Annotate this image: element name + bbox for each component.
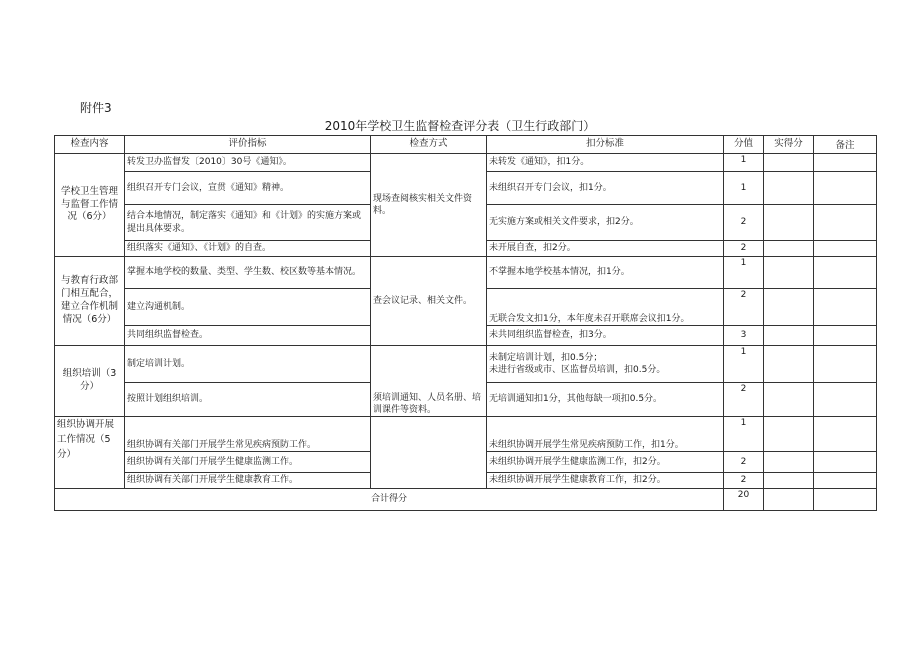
- table-row: [55, 417, 877, 452]
- header-actual: 实得分: [764, 136, 814, 154]
- deduction-cell: [487, 346, 724, 383]
- note-cell[interactable]: [814, 326, 877, 346]
- method-cell: [371, 417, 487, 489]
- method-cell: 现场查阅核实相关文件资料。: [371, 154, 487, 257]
- criteria-cell: 建立沟通机制。: [125, 289, 371, 326]
- document-title: 2010年学校卫生监督检查评分表（卫生行政部门）: [324, 119, 596, 133]
- header-method: 检查方式: [371, 136, 487, 154]
- score-table: [54, 135, 877, 511]
- actual-score-cell[interactable]: [764, 473, 814, 489]
- criteria-cell: 制定培训计划。: [125, 346, 371, 383]
- score-cell: 1: [724, 154, 764, 172]
- score-cell: 2: [724, 205, 764, 241]
- actual-score-cell[interactable]: [764, 326, 814, 346]
- score-cell: 1: [724, 172, 764, 205]
- category-cell: 组织协调开展工作情况（5分）: [55, 417, 125, 489]
- header-score: 分值: [724, 136, 764, 154]
- deduction-line: 未进行省级或市、区监督员培训，扣0.5分。: [489, 365, 666, 375]
- category-cell: 组织培训（3分）: [55, 346, 125, 417]
- score-cell: 2: [724, 473, 764, 489]
- deduction-cell: 未开展自查，扣2分。: [487, 241, 724, 257]
- criteria-cell: 组织协调有关部门开展学生健康监测工作。: [125, 452, 371, 473]
- deduction-cell: 未组织协调开展学生健康教育工作，扣2分。: [487, 473, 724, 489]
- method-cell: 须培训通知、人员名册、培训课件等资料。: [371, 346, 487, 417]
- actual-score-cell[interactable]: [764, 172, 814, 205]
- table-row: [55, 257, 877, 289]
- actual-score-cell[interactable]: [764, 241, 814, 257]
- deduction-cell: 未共同组织监督检查，扣3分。: [487, 326, 724, 346]
- header-criteria: 评价指标: [125, 136, 371, 154]
- criteria-cell: 按照计划组织培训。: [125, 383, 371, 417]
- category-cell: 与教育行政部门相互配合，建立合作机制情况（6分）: [55, 257, 125, 346]
- note-cell[interactable]: [814, 346, 877, 383]
- actual-score-cell[interactable]: [764, 346, 814, 383]
- deduction-cell: 无联合发文扣1分，本年度未召开联席会议扣1分。: [487, 289, 724, 326]
- deduction-cell: 未组织协调开展学生常见疾病预防工作，扣1分。: [487, 417, 724, 452]
- criteria-cell: 掌握本地学校的数量、类型、学生数、校区数等基本情况。: [125, 257, 371, 289]
- total-label: 合计得分: [55, 489, 724, 511]
- note-cell[interactable]: [814, 473, 877, 489]
- criteria-cell: 转发卫办监督发〔2010〕30号《通知》。: [125, 154, 371, 172]
- deduction-cell: 无培训通知扣1分，其他每缺一项扣0.5分。: [487, 383, 724, 417]
- deduction-cell: 无实施方案或相关文件要求，扣2分。: [487, 205, 724, 241]
- header-content: 检查内容: [55, 136, 125, 154]
- criteria-cell: 组织召开专门会议，宣贯《通知》精神。: [125, 172, 371, 205]
- note-cell[interactable]: [814, 154, 877, 172]
- actual-score-cell[interactable]: [764, 289, 814, 326]
- attachment-label: 附件3: [80, 101, 112, 115]
- score-cell: 3: [724, 326, 764, 346]
- criteria-cell: 结合本地情况，制定落实《通知》和《计划》的实施方案或提出具体要求。: [125, 205, 371, 241]
- deduction-cell: 不掌握本地学校基本情况，扣1分。: [487, 257, 724, 289]
- deduction-cell: 未组织召开专门会议，扣1分。: [487, 172, 724, 205]
- header-deduction: 扣分标准: [487, 136, 724, 154]
- criteria-cell: 组织协调有关部门开展学生常见疾病预防工作。: [125, 417, 371, 452]
- table-row: [55, 346, 877, 383]
- note-cell[interactable]: [814, 452, 877, 473]
- total-score: 20: [724, 489, 764, 511]
- category-cell: 学校卫生管理与监督工作情况（6分）: [55, 154, 125, 257]
- actual-score-cell[interactable]: [764, 452, 814, 473]
- method-cell: 查会议记录、相关文件。: [371, 257, 487, 346]
- score-cell: 2: [724, 452, 764, 473]
- note-cell[interactable]: [814, 417, 877, 452]
- table-row: [55, 154, 877, 172]
- criteria-cell: 组织协调有关部门开展学生健康教育工作。: [125, 473, 371, 489]
- score-cell: 1: [724, 257, 764, 289]
- note-cell[interactable]: [814, 257, 877, 289]
- note-cell[interactable]: [814, 172, 877, 205]
- note-cell[interactable]: [814, 289, 877, 326]
- total-note[interactable]: [814, 489, 877, 511]
- header-row: [55, 136, 877, 154]
- note-cell[interactable]: [814, 241, 877, 257]
- deduction-cell: 未转发《通知》，扣1分。: [487, 154, 724, 172]
- note-cell[interactable]: [814, 205, 877, 241]
- actual-score-cell[interactable]: [764, 383, 814, 417]
- score-cell: 2: [724, 289, 764, 326]
- actual-score-cell[interactable]: [764, 154, 814, 172]
- total-actual-score[interactable]: [764, 489, 814, 511]
- actual-score-cell[interactable]: [764, 417, 814, 452]
- deduction-cell: 未组织协调开展学生健康监测工作，扣2分。: [487, 452, 724, 473]
- score-cell: 2: [724, 383, 764, 417]
- note-cell[interactable]: [814, 383, 877, 417]
- score-cell: 1: [724, 346, 764, 383]
- criteria-cell: 组织落实《通知》、《计划》的自查。: [125, 241, 371, 257]
- deduction-line: 未制定培训计划，扣0.5分；: [489, 352, 603, 363]
- score-cell: 2: [724, 241, 764, 257]
- score-cell: 1: [724, 417, 764, 452]
- total-row: [55, 489, 877, 511]
- header-note: 备注: [814, 136, 877, 154]
- actual-score-cell[interactable]: [764, 205, 814, 241]
- criteria-cell: 共同组织监督检查。: [125, 326, 371, 346]
- actual-score-cell[interactable]: [764, 257, 814, 289]
